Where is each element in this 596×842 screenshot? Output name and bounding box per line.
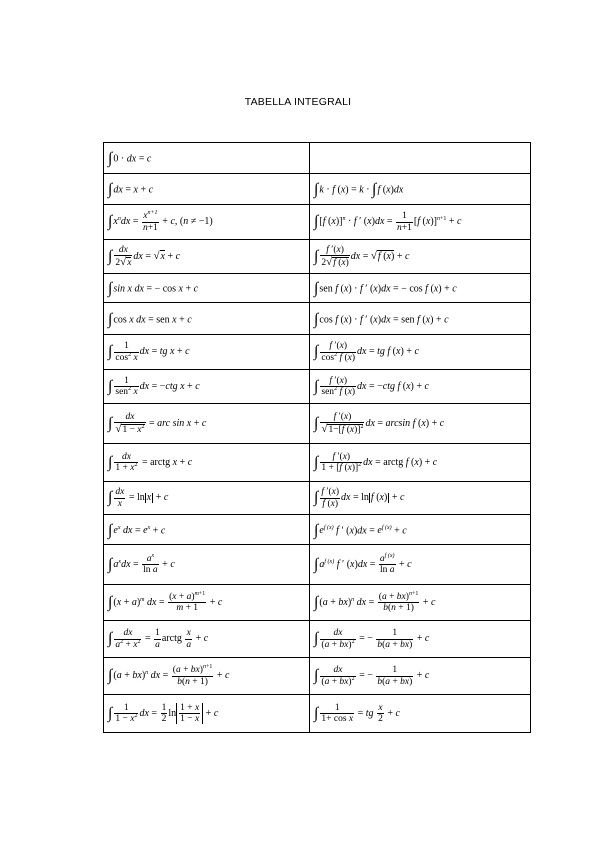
formula-cell: ∫ $\frac{dx}{(a + bx)^2}$ = − $\frac{1}{b(a + bx)}$ + c	[310, 658, 531, 695]
formula-cell	[310, 143, 531, 174]
formula-cell: ∫k · f (x) = k · ∫f (x)dx	[310, 174, 531, 205]
table-row	[104, 658, 531, 695]
formula-cell: ∫ $\frac{1}{\cos^2 x}$ dx = tg x + c	[104, 335, 310, 370]
table-row	[104, 205, 531, 240]
formula-cell: ∫ $\frac{f '(x)}{√1-[f (x)]^2}$ dx = arcsin f (x) + c	[310, 404, 531, 444]
formula-cell: ∫ $\frac{f '(x)}{f (x)}$ dx = ln f (x) + c	[310, 482, 531, 515]
table-row	[104, 370, 531, 404]
formula-cell: ∫cos f (x) · f ′ (x)dx = sen f (x) + c	[310, 303, 531, 335]
formula-cell: ∫ $\frac{1}{1 - x^2}$ dx = $\frac{1}{2}$ ln $\frac{1 + x}{1 - x}$ + c	[104, 695, 310, 733]
table-row	[104, 240, 531, 274]
formula-cell: ∫ $\frac{dx}{x}$ = ln x + c	[104, 482, 310, 515]
table-row	[104, 482, 531, 515]
formula-cell: ∫ $\frac{f '(x)}{1 + [f (x)]^2}$ dx = arctg f (x) + c	[310, 444, 531, 482]
formula-cell: ∫ $\frac{dx}{√1 - x^2}$ = arc sin x + c	[104, 404, 310, 444]
formula-cell: $\int a^{f (x)}$ f ′ (x)dx = $\frac{a^{f (x)}}{\text{ln a}}$ + c	[310, 545, 531, 585]
formula-cell: ∫sin x dx = − cos x + c	[104, 274, 310, 303]
formula-cell: ∫ $\frac{dx}{(a + bx)^2}$ = − $\frac{1}{b(a + bx)}$ + c	[310, 621, 531, 658]
table-row	[104, 444, 531, 482]
table-row	[104, 335, 531, 370]
formula-cell: ∫ $\frac{f '(x)}{2√f (x)}$ dx = √f (x) + c	[310, 240, 531, 274]
integrals-table	[103, 142, 531, 733]
table-row	[104, 621, 531, 658]
formula-cell: ∫dx = x + c	[104, 174, 310, 205]
formula-cell: $\int x^ndx$ = $\frac{x^{n+1}}{n+1}$ + c, (n ≠ −1)	[104, 205, 310, 240]
formula-cell: $\int e^x$ dx = $e^x + c$	[104, 515, 310, 545]
table-row	[104, 695, 531, 733]
formula-cell: ∫ $\frac{dx}{2√x}$ dx = √x + c	[104, 240, 310, 274]
table-row	[104, 585, 531, 621]
table-row	[104, 545, 531, 585]
formula-cell: ∫ $\frac{dx}{a^2 + x^2}$ = $\frac{1}{a}$ arctg $\frac{x}{a}$ + c	[104, 621, 310, 658]
table-row	[104, 143, 531, 174]
table-row	[104, 174, 531, 205]
table-row	[104, 515, 531, 545]
formula-cell: ∫(a + bx)$^n$ dx = $\frac{(a + bx)^{n+1}}{b(n + 1)}$ + c	[104, 658, 310, 695]
formula-cell: ∫ $\frac{dx}{1 + x^2}$ = arctg x + c	[104, 444, 310, 482]
formula-cell: $\int e^{f (x)}$ f ′ $(x)dx = e^{f (x)} + c$	[310, 515, 531, 545]
formula-cell: ∫0 · dx = c	[104, 143, 310, 174]
formula-cell: ∫ 1 sen$^2$ x dx = −ctg x + c	[104, 370, 310, 404]
formula-cell: ∫[f (x)]$^n$ · f ′ (x)dx = $\frac{1}{n+1}$ [f (x)]$^{n+1}$ + c	[310, 205, 531, 240]
formula-cell: ∫(a + bx)$^n$ dx = $\frac{(a + bx)^{n+1}}{b(n + 1)}$ + c	[310, 585, 531, 621]
formula-cell: $\int a^xdx$ = $\frac{a^x}{\text{ln a}}$ + c	[104, 545, 310, 585]
table-row	[104, 274, 531, 303]
formula-cell: ∫ $\frac{1}{\text{1+ cos x}}$ = tg $\frac{x}{2}$ + c	[310, 695, 531, 733]
formula-cell: ∫sen f (x) · f ′ (x)dx = − cos f (x) + c	[310, 274, 531, 303]
table-row	[104, 404, 531, 444]
formula-cell: $\int(x + a)^m$ dx = $\frac{(x + a)^{m+1}}{m + 1}$ + c	[104, 585, 310, 621]
formula-cell: ∫ f ′(x) sen$^2$ f (x) dx = −ctg f (x) + c	[310, 370, 531, 404]
formula-cell: ∫cos x dx = sen x + c	[104, 303, 310, 335]
page-title: TABELLA INTEGRALI	[244, 96, 352, 108]
table-row	[104, 303, 531, 335]
formula-cell: ∫ $\frac{f '(x)}{\cos^2 f (x)}$ dx = tg f (x) + c	[310, 335, 531, 370]
